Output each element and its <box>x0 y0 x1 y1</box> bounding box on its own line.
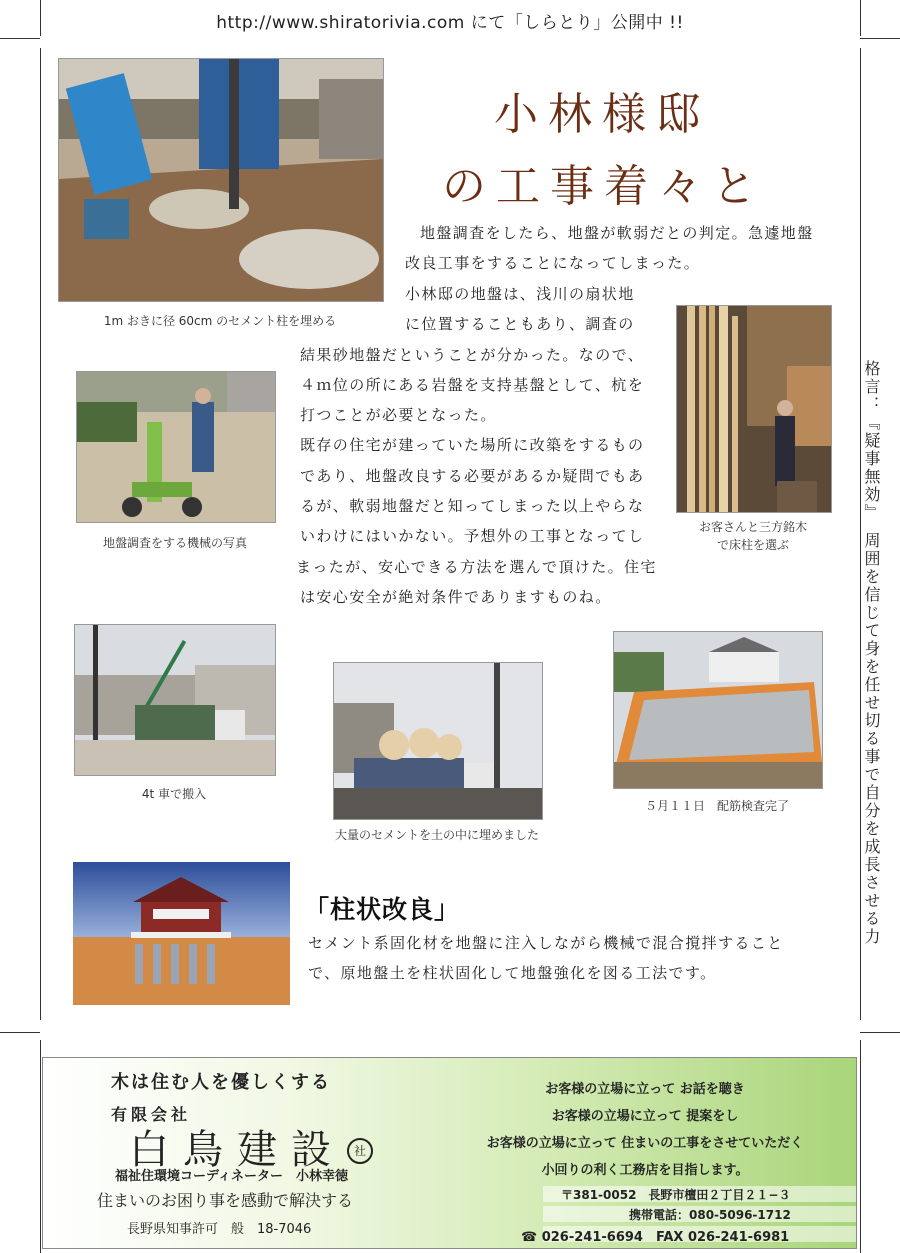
article-text-line: 小林邸の地盤は、浅川の扇状地 <box>405 285 635 303</box>
company-footer <box>42 1057 857 1249</box>
article-text-line: 打つことが必要となった。 <box>300 406 497 424</box>
article-text-line: いわけにはいかない。予想外の工事となってし <box>300 527 645 545</box>
article-title-line1: 小林様邸 <box>494 89 710 140</box>
article-text-line: 既存の住宅が建っていた場所に改築をするもの <box>300 436 645 454</box>
website-banner: http://www.shiratorivia.com にて「しらとり」公開中 !! <box>216 13 684 33</box>
frame-line <box>40 1040 41 1253</box>
method-title: 「柱状改良」 <box>304 895 461 924</box>
crop-mark <box>0 38 40 39</box>
method-text-line: で、原地盤土を柱状固化して地盤強化を図る工法です。 <box>308 964 717 982</box>
photo-caption: 地盤調査をする機械の写真 <box>102 536 247 550</box>
company-address: 〒381-0052 長野市檀田２丁目２１−３ <box>561 1188 791 1202</box>
company-tagline: 木は住む人を優しくする <box>111 1072 331 1093</box>
company-slogan: 住まいのお困り事を感動で解決する <box>97 1191 354 1210</box>
article-text-line: は安心安全が絶対条件でありますものね。 <box>300 588 612 606</box>
article-text-line: まったが、安心できる方法を選んで頂けた。住宅 <box>296 558 657 576</box>
article-text-line: 地盤調査をしたら、地盤が軟弱だとの判定。急遽地盤 <box>420 224 814 242</box>
license-number: 長野県知事許可 般 18-7046 <box>127 1222 312 1237</box>
photo-caption: 大量のセメントを土の中に埋めました <box>334 828 539 842</box>
policy-line: お客様の立場に立って 提案をし <box>551 1109 739 1124</box>
article-title-line2: の工事着々と <box>442 161 766 212</box>
truck-delivery-photo <box>74 624 276 776</box>
tel-fax: ☎ 026-241-6694 FAX 026-241-6981 <box>521 1230 790 1245</box>
side-motto: 格言：『疑事無効』 周囲を信じて身を任せ切る事で自分を成長させる力 <box>862 360 881 946</box>
article-text-line: 改良工事をすることになってしまった。 <box>405 254 701 272</box>
frame-line <box>40 48 41 1020</box>
photo-caption: ５月１１日 配筋検査完了 <box>644 799 789 813</box>
coordinator-name: 福祉住環境コーディネーター 小林幸徳 <box>115 1169 348 1184</box>
crop-mark <box>860 1032 900 1033</box>
company-type: 有限会社 <box>111 1105 192 1124</box>
rebar-inspection-photo <box>613 631 823 789</box>
policy-line: 小回りの利く工務店を目指します。 <box>541 1163 749 1178</box>
photo-caption: 1m おきに径 60cm のセメント柱を埋める <box>103 314 337 328</box>
photo-caption: 4t 車で搬入 <box>141 787 207 801</box>
mobile-number: 携帯電話：080-5096-1712 <box>629 1208 791 1222</box>
article-text-line: に位置することもあり、調査の <box>405 315 635 333</box>
photo-caption: お客さんと三方銘木 <box>698 520 807 534</box>
crop-mark <box>0 1032 40 1033</box>
article-text-line: るが、軟弱地盤だと知ってしまった以上やらな <box>300 497 645 515</box>
survey-machine-photo <box>76 371 276 523</box>
timber-selection-photo <box>676 305 832 513</box>
company-seal: 社 <box>347 1138 373 1164</box>
policy-line: お客様の立場に立って お話を聴き <box>545 1082 745 1097</box>
company-name: 白鳥建設 <box>129 1127 345 1173</box>
article-text-line: であり、地盤改良する必要があるか疑問でもあ <box>300 467 645 485</box>
frame-line <box>860 1040 861 1253</box>
column-method-diagram <box>73 862 290 1005</box>
cement-truck-photo <box>333 662 543 820</box>
article-text-line: ４ｍ位の所にある岩盤を支持基盤として、杭を <box>300 376 645 394</box>
photo-caption: で床柱を選ぶ <box>716 538 789 552</box>
excavator-photo <box>58 58 384 302</box>
crop-mark <box>860 38 900 39</box>
article-text-line: 結果砂地盤だということが分かった。なので、 <box>300 346 645 364</box>
policy-line: お客様の立場に立って 住まいの工事をさせていただく <box>486 1136 804 1151</box>
method-text-line: セメント系固化材を地盤に注入しながら機械で混合撹拌すること <box>308 934 784 952</box>
